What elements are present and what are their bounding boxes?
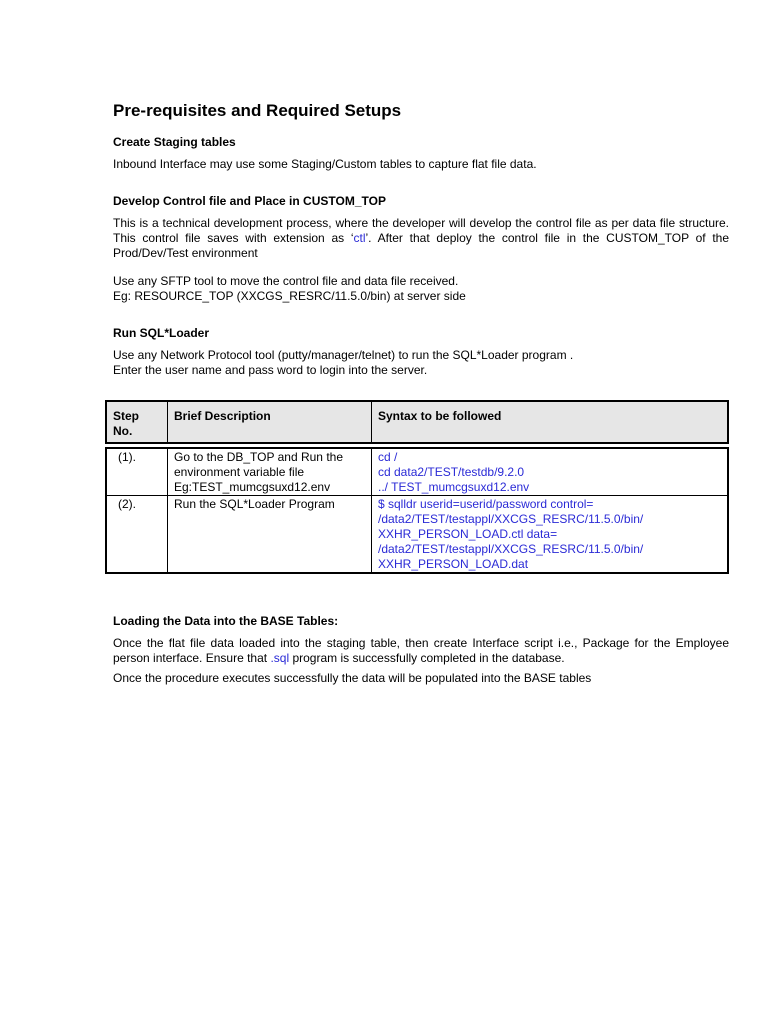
control-heading: Develop Control file and Place in CUSTOM_TOP	[113, 194, 386, 208]
table-body	[105, 447, 729, 574]
row-2-syntax-line: /data2/TEST/testappl/XXCGS_RESRC/11.5.0/bin/	[378, 542, 644, 556]
table-row	[107, 495, 727, 572]
steps-table	[105, 400, 729, 574]
page-title: Pre-requisites and Required Setups	[113, 101, 402, 120]
row-2-desc-line: Run the SQL*Loader Program	[174, 497, 335, 511]
row-1-desc-line: environment variable file	[174, 465, 305, 479]
row-2-syntax-line: /data2/TEST/testappl/XXCGS_RESRC/11.5.0/bin/	[378, 512, 644, 526]
document-page	[113, 100, 729, 686]
sql-extension: .sql	[270, 651, 290, 665]
header-step-no	[107, 402, 167, 442]
staging-text: Inbound Interface may use some Staging/Custom tables to capture flat file data.	[113, 157, 537, 171]
row-1-desc-line: Eg:TEST_mumcgsuxd12.env	[174, 480, 331, 494]
row-2-syntax-line: XXHR_PERSON_LOAD.dat	[378, 557, 529, 571]
sqlloader-line-1: Use any Network Protocol tool (putty/manager/telnet) to run the SQL*Loader program .	[113, 348, 574, 362]
base-text	[113, 636, 729, 666]
sftp-line-1: Use any SFTP tool to move the control file and data file received.	[113, 274, 459, 288]
sqlloader-line-2: Enter the user name and pass word to login into the server.	[113, 363, 428, 377]
row-1-syntax-line: ../ TEST_mumcgsuxd12.env	[378, 480, 530, 494]
table-row	[107, 449, 727, 495]
row-2-step: (2).	[118, 497, 136, 511]
row-1-syntax	[371, 449, 727, 495]
control-text	[113, 216, 729, 261]
row-1-description	[167, 449, 371, 495]
sqlloader-heading: Run SQL*Loader	[113, 326, 210, 340]
header-step-line-2: No.	[113, 424, 133, 438]
base-heading: Loading the Data into the BASE Tables:	[113, 614, 339, 628]
row-2-syntax	[371, 496, 727, 572]
table-header	[105, 400, 729, 444]
row-1-syntax-line: cd data2/TEST/testdb/9.2.0	[378, 465, 525, 479]
row-1-desc-line: Go to the DB_TOP and Run the	[174, 450, 343, 464]
staging-heading: Create Staging tables	[113, 135, 236, 149]
base-text-before: Once the flat file data loaded into the staging table, then create Interface script i.e., Package for the Employee person interface. Ensure that	[113, 636, 729, 665]
header-step-line-1: Step	[113, 409, 140, 423]
row-2-syntax-line: XXHR_PERSON_LOAD.ctl data=	[378, 527, 558, 541]
row-1-syntax-line: cd /	[378, 450, 398, 464]
header-syntax: Syntax to be followed	[371, 402, 727, 442]
sftp-line-2: Eg: RESOURCE_TOP (XXCGS_RESRC/11.5.0/bin) at server side	[113, 289, 466, 303]
row-1-step: (1).	[118, 450, 136, 464]
base-text-after: program is successfully completed in the database.	[289, 651, 565, 665]
header-description: Brief Description	[167, 402, 371, 442]
base-text-2: Once the procedure executes successfully the data will be populated into the BASE tables	[113, 671, 592, 685]
control-text-after: ’. After that deploy the control file in the CUSTOM_TOP of the Prod/Dev/Test environment	[113, 231, 729, 260]
control-text-before: This is a technical development process, where the developer will develop the control file as per data file structure. This control file saves with extension as ‘	[113, 216, 729, 245]
row-2-syntax-line: $ sqlldr userid=userid/password control=	[378, 497, 594, 511]
ctl-extension: ctl	[353, 231, 366, 245]
row-2-description	[167, 496, 371, 572]
